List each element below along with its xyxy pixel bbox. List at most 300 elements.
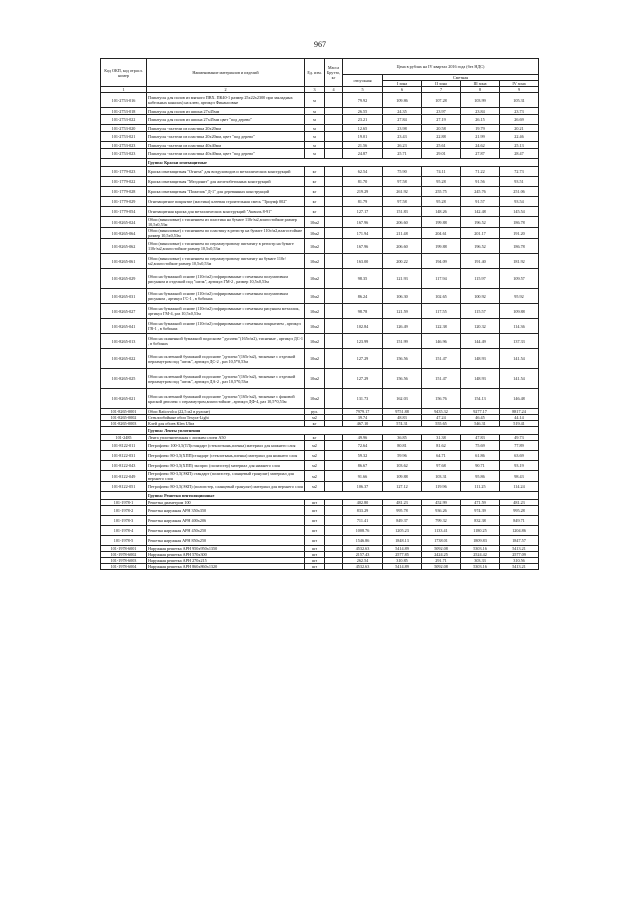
cell-code: 101-1978-6001	[101, 546, 147, 552]
cell-name: Петрофлекс 80-3,5(ЭКП) (полиэстер, сланцевый гранулят) материал для верхнего слоя	[147, 482, 305, 492]
cell-zone-2: 9435.32	[422, 409, 461, 415]
cell-unit: кг	[305, 167, 325, 177]
cell-name: Краска огнезащитная "Огнеза" для воздуховодов и металлических конструкций	[147, 167, 305, 177]
cell-zone-4: 20.21	[500, 125, 539, 132]
cell-zone-4: 995.28	[500, 506, 539, 516]
cell-zone-1: 211.48	[383, 228, 422, 239]
cell-unit: м	[305, 142, 325, 149]
cell-zone-1: 162.03	[383, 389, 422, 409]
cell-zone-2: 27.19	[422, 115, 461, 125]
cell-code: 101-1978-1	[101, 500, 147, 506]
cell-zone-3: 5303.16	[461, 546, 500, 552]
cell-zone-3: 196.52	[461, 239, 500, 254]
cell-zone-1: 126.49	[383, 319, 422, 334]
cell-zone-2: 799.32	[422, 516, 461, 526]
cell-zone-4: 23.73	[500, 108, 539, 115]
cell-mass	[325, 461, 343, 471]
cell-zone-2: 25.61	[422, 142, 461, 149]
cell-name: Лента уплотнительная с липким слоем А50	[147, 435, 305, 441]
cell-code: 101-2753-021	[101, 132, 147, 142]
cell-zone-2: 23.97	[422, 108, 461, 115]
cell-zone-1: 156.56	[383, 369, 422, 389]
cell-name: Обои (виниловые) с тиснением по перламутровому пигменту на бумаге 110г/м2,влагостойкие размер 10,5х0,53м	[147, 254, 305, 269]
cell-unit: шт	[305, 526, 325, 536]
table-row	[101, 461, 539, 471]
cell-zone-4: 63.69	[500, 451, 539, 461]
cell-code: 101-8265-024	[101, 217, 147, 228]
cell-otpusk: 163.00	[343, 254, 383, 269]
cell-zone-2: 2424.25	[422, 552, 461, 558]
cell-otpusk: 167.96	[343, 239, 383, 254]
cell-zone-2: 255.75	[422, 187, 461, 197]
cell-zone-3: 148.93	[461, 349, 500, 369]
cell-name: Обои на склеенной бумажной подоснове "дуплекс"(165г/м2), тисненые с отделкой перламутром под "шелк", артикул ДА-2 , раз 10,5*0,53м	[147, 369, 305, 389]
cell-zone-2: 119.96	[422, 482, 461, 492]
cell-zone-2: 117.55	[422, 304, 461, 319]
table-row	[101, 369, 539, 389]
cell-name: Решетка наружная АРН 450х250	[147, 526, 305, 536]
cell-unit: м2	[305, 451, 325, 461]
cell-mass	[325, 177, 343, 187]
col-num-3: 3	[305, 87, 325, 93]
cell-code: 101-1779-029	[101, 197, 147, 207]
cell-mass	[325, 239, 343, 254]
cell-name: Обои на бумажной основе (110г/м2) гофрированные с печатным покрытием , артикул ГВ-1 , в бобинах	[147, 319, 305, 334]
cell-otpusk: 26.55	[343, 108, 383, 115]
cell-unit: м	[305, 149, 325, 159]
cell-zone-1: 106.30	[383, 289, 422, 304]
cell-unit: 10м2	[305, 217, 325, 228]
cell-zone-1: 995.78	[383, 506, 422, 516]
cell-unit: 10м2	[305, 334, 325, 349]
cell-name: Плинтусы -галтели из пластика 40х40мм	[147, 142, 305, 149]
cell-code: 101-8265-029	[101, 269, 147, 289]
cell-zone-3: 90.71	[461, 461, 500, 471]
cell-zone-2: 555.65	[422, 421, 461, 427]
cell-zone-2: 95.28	[422, 197, 461, 207]
cell-zone-3: 148.93	[461, 369, 500, 389]
cell-zone-3: 303.33	[461, 558, 500, 564]
cell-mass	[325, 564, 343, 570]
cell-name: Обои на склеенной бумажной подоснове "дуплекс"(165г/м2), тисненые с фоновой краской дюплекс с перламутром,влагостойкие , артикул ДФ-4, раз 10,5*0,53м	[147, 389, 305, 409]
cell-zone-1: 121.93	[383, 269, 422, 289]
cell-mass	[325, 142, 343, 149]
cell-zone-3: 115.57	[461, 304, 500, 319]
cell-zone-1: 1205.23	[383, 526, 422, 536]
cell-zone-1: 2577.85	[383, 552, 422, 558]
cell-code: 101-8265-062	[101, 239, 147, 254]
cell-otpusk: 711.41	[343, 516, 383, 526]
cell-name: Обои на бумажной основе (110г/м2) гофрированные с печатным рисунком металлик, артикул ГМ-4, раз 10,5х0,53м	[147, 304, 305, 319]
cell-otpusk: 86.24	[343, 289, 383, 304]
cell-unit: м2	[305, 471, 325, 482]
header-code: Код ОКП, код отрасл. номер	[101, 59, 147, 87]
cell-name: Плинтусы для полов из мягкого ПВХ. ПК40-1 размер 25х22х2300 при закладных кабельных каналах) на клею, артикул Финансовые	[147, 93, 305, 108]
cell-zone-3: 23.84	[461, 108, 500, 115]
cell-mass	[325, 319, 343, 334]
cell-zone-3: 832.38	[461, 516, 500, 526]
cell-zone-1: 574.31	[383, 421, 422, 427]
cell-zone-3: 47.83	[461, 435, 500, 441]
cell-name: Плинтусы -галтели из пластика 40х40мм, цвет "под дерево"	[147, 149, 305, 159]
table-row	[101, 516, 539, 526]
cell-zone-1: 59.96	[383, 451, 422, 461]
cell-mass	[325, 207, 343, 217]
cell-unit: кг	[305, 197, 325, 207]
table-row	[101, 167, 539, 177]
cell-otpusk: 86.67	[343, 461, 383, 471]
cell-otpusk: 467.10	[343, 421, 383, 427]
cell-zone-2: 1133.41	[422, 526, 461, 536]
cell-zone-4: 137.33	[500, 334, 539, 349]
cell-unit: 10м2	[305, 369, 325, 389]
cell-unit: 10м2	[305, 254, 325, 269]
cell-code: 101-1978-3	[101, 516, 147, 526]
cell-zone-4: 181.92	[500, 254, 539, 269]
cell-zone-2: 64.71	[422, 451, 461, 461]
cell-zone-4: 22.46	[500, 132, 539, 142]
table-row	[101, 142, 539, 149]
group-title: Группа: Краски огнезащитные	[147, 159, 539, 167]
price-table	[100, 58, 539, 570]
cell-zone-2: 146.96	[422, 334, 461, 349]
group-title: Группа: Ленты уплотнения	[147, 427, 539, 435]
cell-mass	[325, 217, 343, 228]
col-num-8: 8	[461, 87, 500, 93]
col-num-9: 9	[500, 87, 539, 93]
table-row	[101, 207, 539, 217]
cell-zone-3: 1180.25	[461, 526, 500, 536]
cell-zone-2: 148.26	[422, 207, 461, 217]
cell-name: Решетка наружная АРН 400х206	[147, 516, 305, 526]
cell-zone-4: 26.69	[500, 115, 539, 125]
cell-otpusk: 131.73	[343, 389, 383, 409]
cell-name: Решетка диаметром 100	[147, 500, 305, 506]
cell-unit: кг	[305, 435, 325, 441]
cell-name: Обои (виниловые) с тиснением по перламутровому пигменту в регистр на бумаге 110г/м2,влагостойкие размер 10,5х0,53м	[147, 239, 305, 254]
cell-zone-3: 61.86	[461, 451, 500, 461]
cell-otpusk: 102.84	[343, 319, 383, 334]
cell-mass	[325, 167, 343, 177]
cell-otpusk: 127.29	[343, 369, 383, 389]
table-row	[101, 506, 539, 516]
cell-code: 101-1978-5	[101, 536, 147, 546]
cell-mass	[325, 441, 343, 451]
cell-name: Обои на склеенной бумажной подоснове "дуплекс"(165г/м2), тисненые с отделкой перламутром под "шелк", артикул ДС-2 , раз 10,5*0,53м	[147, 349, 305, 369]
cell-mass	[325, 115, 343, 125]
cell-zone-2: 22.88	[422, 132, 461, 142]
cell-code: 101-1978-6002	[101, 552, 147, 558]
cell-zone-1: 27.84	[383, 115, 422, 125]
table-row	[101, 269, 539, 289]
cell-unit: 10м2	[305, 319, 325, 334]
cell-zone-3: 19.79	[461, 125, 500, 132]
cell-zone-3: 120.32	[461, 319, 500, 334]
table-row	[101, 177, 539, 187]
cell-mass	[325, 269, 343, 289]
cell-zone-3: 154.13	[461, 389, 500, 409]
cell-zone-4: 98.43	[500, 471, 539, 482]
table-row	[101, 115, 539, 125]
cell-zone-1: 151.99	[383, 334, 422, 349]
cell-name: Обои на бумажной основе (110г/м2) гофрированные с печатным полуматовым рисунком и отделкой под "шелк", артикул ГМ-2 , размер 10,5х0,53м	[147, 269, 305, 289]
table-row	[101, 93, 539, 108]
table-row	[101, 564, 539, 570]
table-row	[101, 187, 539, 197]
cell-zone-4: 141.54	[500, 369, 539, 389]
cell-zone-4: 145.54	[500, 207, 539, 217]
col-num-7: 7	[422, 87, 461, 93]
cell-zone-4: 481.23	[500, 500, 539, 506]
cell-code: 101-1779-022	[101, 177, 147, 187]
cell-name: Плинтусы для полов из шпона 27х45мм	[147, 108, 305, 115]
cell-unit: рул.	[305, 409, 325, 415]
cell-code: 101-1978-2	[101, 506, 147, 516]
cell-zone-1: 151.83	[383, 207, 422, 217]
cell-unit: шт	[305, 552, 325, 558]
cell-mass	[325, 304, 343, 319]
cell-zone-2: 199.88	[422, 239, 461, 254]
cell-unit: кг	[305, 207, 325, 217]
cell-otpusk: 7979.17	[343, 409, 383, 415]
cell-zone-3: 191.40	[461, 254, 500, 269]
cell-name: Обои на бумажной основе (110г/м2) гофрированные с печатным полуматовым рисунком , артикул ГС-1 , в бобинах	[147, 289, 305, 304]
cell-otpusk: 2157.43	[343, 552, 383, 558]
header-sales: Сметная	[383, 75, 539, 81]
cell-otpusk: 81.70	[343, 177, 383, 187]
cell-zone-2: 102.65	[422, 289, 461, 304]
cell-zone-4: 310.56	[500, 558, 539, 564]
cell-unit: 10м2	[305, 304, 325, 319]
cell-zone-4: 191.20	[500, 228, 539, 239]
cell-code: 101-2753-018	[101, 108, 147, 115]
cell-unit: шт	[305, 558, 325, 564]
cell-zone-1: 9751.88	[383, 409, 422, 415]
table-row	[101, 526, 539, 536]
cell-otpusk: 1546.86	[343, 536, 383, 546]
cell-otpusk: 167.96	[343, 217, 383, 228]
cell-zone-3: 91.57	[461, 197, 500, 207]
cell-zone-4: 186.78	[500, 217, 539, 228]
cell-code: 101-2753-023	[101, 142, 147, 149]
cell-zone-4: 95.92	[500, 289, 539, 304]
cell-unit: шт	[305, 506, 325, 516]
cell-zone-1: 75.90	[383, 167, 422, 177]
cell-unit: шт	[305, 536, 325, 546]
cell-code: 101-8265-027	[101, 304, 147, 319]
cell-zone-3: 46.45	[461, 415, 500, 421]
cell-zone-3: 111.25	[461, 482, 500, 492]
cell-zone-1: 23.43	[383, 132, 422, 142]
cell-code: 101-8265-031	[101, 289, 147, 304]
cell-name: Огнезащитное покрытие (мастика) клеевая строительная смесь "Триумф 002"	[147, 197, 305, 207]
group-title: Группа: Решетки вентиляционные	[147, 492, 539, 500]
cell-unit: кг	[305, 187, 325, 197]
cell-otpusk: 81.79	[343, 197, 383, 207]
cell-zone-3: 103.99	[461, 93, 500, 108]
header-price: Цена в рублях на IV квартал 2016 года (без НДС)	[343, 59, 539, 75]
group-code-cell	[101, 159, 147, 167]
cell-name: Наружная решетка АРН 860х860х1320	[147, 564, 305, 570]
cell-mass	[325, 506, 343, 516]
cell-zone-2: 151.47	[422, 369, 461, 389]
cell-unit: м2	[305, 461, 325, 471]
cell-zone-3: 9277.17	[461, 409, 500, 415]
cell-code: 101-1779-023	[101, 167, 147, 177]
table-row	[101, 197, 539, 207]
cell-zone-2: 5092.08	[422, 564, 461, 570]
cell-name: Петрофлекс 80-3,5(ХПП) экспрпс (полиэстер) материал для нижнего слоя	[147, 461, 305, 471]
cell-zone-1: 103.62	[383, 461, 422, 471]
cell-zone-4: 105.31	[500, 93, 539, 108]
cell-mass	[325, 451, 343, 461]
cell-name: Обои Ratiovolca (22,5 м2 в рулоне)	[147, 409, 305, 415]
cell-zone-1: 109.88	[383, 471, 422, 482]
table-row	[101, 228, 539, 239]
cell-name: Наружная решетка АРН 570х300	[147, 552, 305, 558]
cell-zone-1: 206.60	[383, 217, 422, 228]
cell-zone-2: 194.09	[422, 254, 461, 269]
cell-code: 101-8122-011	[101, 441, 147, 451]
cell-otpusk: 219.29	[343, 187, 383, 197]
cell-name: Огнезащитная краска для металлических конструкций "Аквиль 8-91"	[147, 207, 305, 217]
cell-zone-2: 452.99	[422, 500, 461, 506]
cell-unit: 10м2	[305, 239, 325, 254]
cell-unit: 10м2	[305, 289, 325, 304]
cell-name: Плинтусы -галтели из пластика 20х20мм	[147, 125, 305, 132]
table-row	[101, 132, 539, 142]
cell-unit: шт	[305, 516, 325, 526]
cell-zone-3: 1809.83	[461, 536, 500, 546]
cell-zone-4: 519.41	[500, 421, 539, 427]
cell-zone-1: 206.60	[383, 239, 422, 254]
page-number: 967	[314, 40, 326, 49]
cell-zone-4: 93.19	[500, 461, 539, 471]
cell-zone-2: 95.28	[422, 177, 461, 187]
cell-zone-2: 156.76	[422, 389, 461, 409]
cell-zone-1: 25.71	[383, 149, 422, 159]
cell-unit: м2	[305, 415, 325, 421]
cell-otpusk: 123.99	[343, 334, 383, 349]
col-num-6: 6	[383, 87, 422, 93]
cell-zone-4: 186.78	[500, 239, 539, 254]
cell-unit: м	[305, 115, 325, 125]
cell-unit: кг	[305, 177, 325, 187]
cell-zone-4: 849.71	[500, 516, 539, 526]
group-row	[101, 427, 539, 435]
cell-otpusk: 4532.63	[343, 564, 383, 570]
cell-zone-4: 72.73	[500, 167, 539, 177]
cell-otpusk: 402.80	[343, 500, 383, 506]
cell-zone-2: 81.62	[422, 441, 461, 451]
cell-unit: м2	[305, 482, 325, 492]
cell-otpusk: 106.37	[343, 482, 383, 492]
cell-code: 101-8265-022	[101, 349, 147, 369]
cell-code: 101-8122-051	[101, 482, 147, 492]
cell-otpusk: 98.35	[343, 269, 383, 289]
table-row	[101, 289, 539, 304]
cell-zone-3: 115.97	[461, 269, 500, 289]
cell-otpusk: 98.78	[343, 304, 383, 319]
cell-zone-4: 77.89	[500, 441, 539, 451]
table-row	[101, 217, 539, 228]
cell-zone-2: 20.58	[422, 125, 461, 132]
cell-otpusk: 171.94	[343, 228, 383, 239]
cell-unit: кг	[305, 421, 325, 427]
cell-otpusk: 21.56	[343, 142, 383, 149]
cell-zone-1: 48.83	[383, 415, 422, 421]
cell-zone-3: 100.92	[461, 289, 500, 304]
cell-zone-4: 28.47	[500, 149, 539, 159]
cell-zone-1: 109.86	[383, 93, 422, 108]
cell-code: 101-1978-4	[101, 526, 147, 536]
cell-otpusk: 127.17	[343, 207, 383, 217]
cell-zone-3: 201.17	[461, 228, 500, 239]
cell-zone-4: 93.51	[500, 177, 539, 187]
table-row	[101, 471, 539, 482]
cell-zone-3: 974.39	[461, 506, 500, 516]
cell-zone-4: 1847.57	[500, 536, 539, 546]
col-num-1: 1	[101, 87, 147, 93]
table-row	[101, 319, 539, 334]
cell-name: Стеклообойные обои Texyra-Light	[147, 415, 305, 421]
cell-zone-1: 849.37	[383, 516, 422, 526]
col-num-5: 5	[343, 87, 383, 93]
cell-otpusk: 24.87	[343, 149, 383, 159]
cell-zone-1: 127.12	[383, 482, 422, 492]
table-row	[101, 239, 539, 254]
cell-code: 101-2485	[101, 435, 147, 441]
cell-code: 101-8265-064	[101, 228, 147, 239]
cell-mass	[325, 108, 343, 115]
cell-zone-1: 5414.89	[383, 564, 422, 570]
col-num-2: 2	[147, 87, 305, 93]
cell-zone-2: 74.11	[422, 167, 461, 177]
cell-zone-3: 26.15	[461, 115, 500, 125]
cell-zone-1: 481.23	[383, 500, 422, 506]
table-row	[101, 125, 539, 132]
cell-zone-2: 204.61	[422, 228, 461, 239]
cell-zone-4: 109.57	[500, 269, 539, 289]
cell-zone-3: 471.59	[461, 500, 500, 506]
cell-mass	[325, 132, 343, 142]
cell-name: Обои (виниловые) с тиснением из пластика на бумаге 110г/м2,влагостойкие размер 10,5х0,53м	[147, 217, 305, 228]
cell-zone-2: 103.31	[422, 471, 461, 482]
cell-unit: 10м2	[305, 389, 325, 409]
cell-unit: м	[305, 125, 325, 132]
cell-otpusk: 39.74	[343, 415, 383, 421]
cell-code: 101-1978-6003	[101, 558, 147, 564]
cell-mass	[325, 389, 343, 409]
cell-zone-2: 291.71	[422, 558, 461, 564]
cell-zone-4: 114.24	[500, 482, 539, 492]
cell-zone-4: 1204.86	[500, 526, 539, 536]
cell-zone-2: 47.24	[422, 415, 461, 421]
cell-zone-1: 1848.13	[383, 536, 422, 546]
table-row	[101, 536, 539, 546]
cell-otpusk: 62.54	[343, 167, 383, 177]
cell-name: Решетка наружная АРН 850х250	[147, 536, 305, 546]
cell-mass	[325, 254, 343, 269]
cell-code: 101-2753-020	[101, 125, 147, 132]
cell-zone-4: 25.13	[500, 142, 539, 149]
cell-name: Решетка наружная АРН 350х350	[147, 506, 305, 516]
cell-zone-1: 97.58	[383, 177, 422, 187]
cell-mass	[325, 228, 343, 239]
header-otpusk: отпускная	[343, 75, 383, 87]
cell-zone-4: 5413.21	[500, 546, 539, 552]
cell-zone-4: 109.88	[500, 304, 539, 319]
